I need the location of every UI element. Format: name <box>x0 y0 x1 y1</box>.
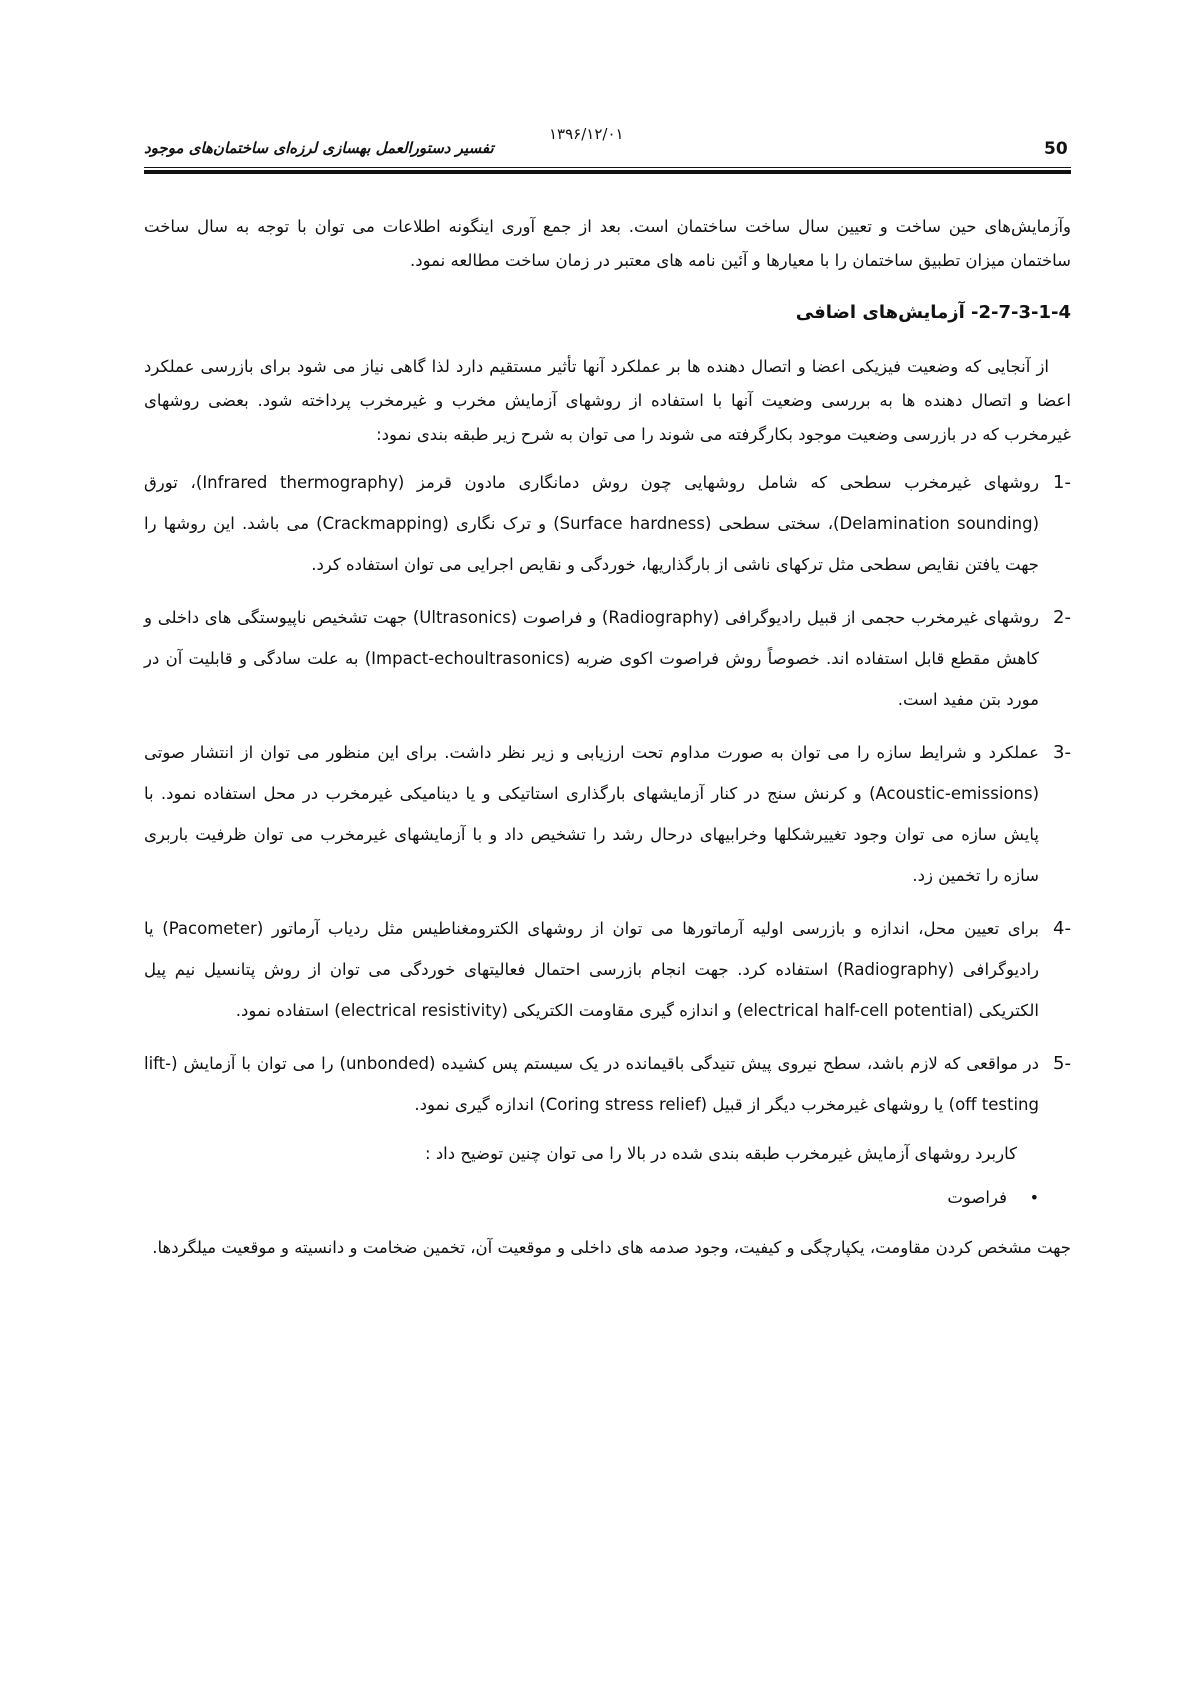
list-item-number: 2- <box>1053 607 1071 628</box>
list-item <box>144 1043 1071 1125</box>
section-paragraph: از آنجایی که وضعیت فیزیکی اعضا و اتصال دهنده ها بر عملکرد آنها تأثیر مستقیم دارد لذا گاهی نیاز می شود برای بازرسی عملکرد اعضا و اتصال دهنده ها به بررسی وضعیت آنها با استفاده از روشهای آزمایش مخرب و غیرمخرب پرداخته شود. بعضی روشهای غیرمخرب که در بازرسی وضعیت موجود بکارگرفته می شوند را می توان به شرح زیر طبقه بندی نمود: <box>144 357 1071 444</box>
header-title: تفسیر دستورالعمل بهسازی لرزه‌ای ساختمان‌های موجود <box>144 139 494 157</box>
list-item <box>144 462 1071 585</box>
list-item-text: در مواقعی که لازم باشد، سطح نیروی پیش تنیدگی باقیمانده در یک سیستم پس کشیده (unbonded) را می توان با آزمایش (lift-off testing) یا روشهای غیرمخرب دیگر از قبیل (Coring stress relief) اندازه گیری نمود. <box>144 1054 1039 1114</box>
bullet-item <box>144 1181 1039 1215</box>
list-item <box>144 908 1071 1031</box>
intro-paragraph: وآزمایش‌های حین ساخت و تعیین سال ساخت ساختمان است. بعد از جمع آوری اینگونه اطلاعات می توان با توجه به سال ساخت ساختمان میزان تطبیق ساختمان را با معیارها و آئین نامه های معتبر در زمان ساخت مطالعه نمود. <box>144 217 1071 270</box>
document-body <box>144 210 1071 1275</box>
bullet-label: فراصوت <box>947 1188 1007 1207</box>
header-date: ۱۳۹۶/۱۲/۰۱ <box>549 125 624 143</box>
header-divider-thin <box>144 167 1071 168</box>
list-item-number: 3- <box>1053 742 1071 763</box>
page-header <box>144 125 1071 165</box>
section-heading: 2-7-3-1-4- آزمایش‌های اضافی <box>795 302 1071 323</box>
page-number: 50 <box>1044 139 1068 159</box>
list-item-text: روشهای غیرمخرب سطحی که شامل روشهایی چون روش دمانگاری مادون قرمز (Infrared thermography)، تورق (Delamination sounding)، سختی سطحی (Surface hardness) و ترک نگاری (Crackmapping) می باشد. این روشها را جهت یافتن نقایص سطحی مثل ترکهای ناشی از بارگذاریها، خوردگی و نقایص اجرایی می توان استفاده کرد. <box>144 473 1040 574</box>
methods-list <box>144 462 1071 1125</box>
list-item <box>144 597 1071 720</box>
header-divider-thick <box>144 170 1071 174</box>
list-item-number: 4- <box>1053 918 1071 939</box>
usage-line: کاربرد روشهای آزمایش غیرمخرب طبقه بندی شده در بالا را می توان چنین توضیح داد : <box>425 1144 1017 1163</box>
list-item <box>144 732 1071 896</box>
final-paragraph: جهت مشخص کردن مقاومت، یکپارچگی و کیفیت، وجود صدمه های داخلی و موقعیت آن، تخمین ضخامت و دانسیته و موقعیت میلگردها. <box>152 1238 1071 1257</box>
list-item-text: عملکرد و شرایط سازه را می توان به صورت مداوم تحت ارزیابی و زیر نظر داشت. برای این منظور می توان از انتشار صوتی (Acoustic-emissions) و کرنش سنج در کنار آزمایشهای بارگذاری استاتیکی و یا دینامیکی غیرمخرب در محل استفاده نمود. با پایش سازه می توان وجود تغییرشکلها وخرابیهای درحال رشد را تشخیص داد و با آزمایشهای غیرمخرب می توان ظرفیت باربری سازه را تخمین زد. <box>144 743 1039 885</box>
list-item-text: روشهای غیرمخرب حجمی از قبیل رادیوگرافی (Radiography) و فراصوت (Ultrasonics) جهت تشخیص ناپیوستگی های داخلی و کاهش مقطع قابل استفاده اند. خصوصاً روش فراصوت اکوی ضربه (Impact-echoultrasonics) به علت سادگی و قابلیت آن در مورد بتن مفید است. <box>144 608 1039 709</box>
list-item-number: 5- <box>1053 1053 1071 1074</box>
list-item-text: برای تعیین محل، اندازه و بازرسی اولیه آرماتورها می توان از روشهای الکترومغناطیس مثل ردیاب آرماتور (Pacometer) یا رادیوگرافی (Radiography) استفاده کرد. جهت انجام بازرسی احتمال فعالیتهای خوردگی می توان از روش پتانسیل نیم پیل الکتریکی (electrical half-cell potential) و اندازه گیری مقاومت الکتریکی (electrical resistivity) استفاده نمود. <box>144 919 1040 1020</box>
bullet-icon: • <box>1029 1188 1039 1207</box>
list-item-number: 1- <box>1053 472 1071 493</box>
